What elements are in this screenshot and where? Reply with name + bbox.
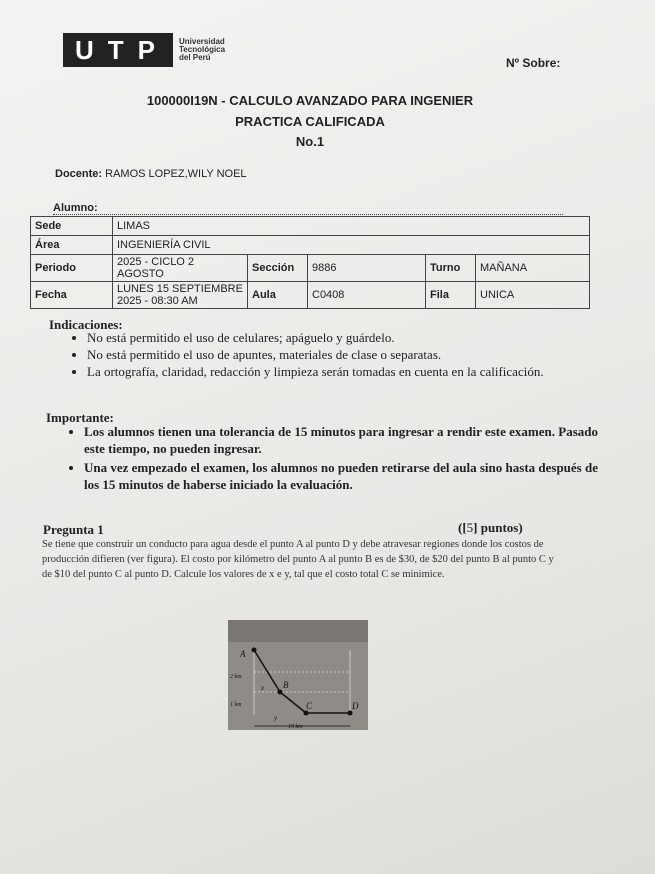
- logo-university-name: [179, 38, 225, 62]
- list-item: • La ortografía, claridad, redacción y limpieza serán tomadas en cuenta en la calificación.: [87, 364, 595, 380]
- points-open: ([: [458, 520, 467, 535]
- point-c: [304, 711, 309, 716]
- list-item: • No está permitido el uso de apuntes, materiales de clase o separatas.: [87, 347, 595, 363]
- pregunta-points: [458, 520, 523, 536]
- turno-label: Turno: [426, 255, 476, 282]
- figure-top-band: [228, 620, 368, 642]
- indicaciones-heading: Indicaciones:: [49, 317, 123, 332]
- fecha-label: Fecha: [31, 282, 113, 309]
- practica-number: No.1: [295, 134, 325, 149]
- practica-title: PRACTICA CALIFICADA: [235, 114, 385, 129]
- seccion-value: 9886: [308, 255, 426, 282]
- label-10km: 10 km: [288, 724, 303, 730]
- fecha-value: [113, 282, 248, 309]
- docente-name: RAMOS LOPEZ,WILY NOEL: [105, 168, 247, 180]
- point-d: [348, 711, 353, 716]
- periodo-label: Periodo: [31, 255, 113, 282]
- area-value: INGENIERÍA CIVIL: [113, 236, 590, 255]
- label-c: C: [306, 701, 313, 711]
- fila-value: UNICA: [476, 282, 590, 309]
- aula-value: C0408: [308, 282, 426, 309]
- sede-label: Sede: [31, 217, 113, 236]
- utp-logo: [63, 33, 225, 67]
- sede-value: LIMAS: [113, 217, 590, 236]
- label-a: A: [240, 649, 246, 659]
- alumno-label: Alumno:: [53, 202, 98, 214]
- pipeline-figure: [228, 620, 368, 730]
- pregunta-title: Pregunta 1: [43, 522, 104, 537]
- course-title: 100000I19N - CALCULO AVANZADO PARA INGENIER: [146, 93, 474, 108]
- turno-value: MAÑANA: [476, 255, 590, 282]
- indicaciones-list: [63, 330, 595, 381]
- periodo-value: 2025 - CICLO 2 AGOSTO: [113, 255, 248, 282]
- importante-list: [60, 423, 598, 495]
- label-x: x: [261, 684, 265, 692]
- fecha-line: 2025 - 08:30 AM: [117, 295, 198, 307]
- docente-label: Docente:: [55, 168, 103, 180]
- logo-mark: UTP: [63, 33, 173, 67]
- label-2km: 2 km: [230, 674, 242, 680]
- points-value: 5: [466, 520, 474, 535]
- importante-heading: Importante:: [46, 410, 114, 425]
- sobre-label: Nº Sobre:: [506, 56, 561, 70]
- fila-label: Fila: [426, 282, 476, 309]
- logo-line: Universidad: [179, 37, 225, 46]
- aula-label: Aula: [248, 282, 308, 309]
- logo-line: del Perú: [179, 53, 211, 62]
- list-item: • Una vez empezado el examen, los alumnos no pueden retirarse del aula sino hasta después de los 15 minutos de haberse iniciado la evaluación.: [84, 459, 598, 493]
- label-d: D: [352, 701, 359, 711]
- label-b: B: [283, 680, 289, 690]
- label-y: y: [274, 714, 278, 722]
- point-a: [252, 648, 257, 653]
- seccion-label: Sección: [248, 255, 308, 282]
- alumno-field[interactable]: [53, 202, 563, 215]
- label-1km: 1 km: [230, 702, 242, 708]
- area-label: Área: [31, 236, 113, 255]
- exam-info-table: [30, 216, 590, 309]
- points-close: ] puntos): [473, 520, 523, 535]
- pregunta-statement: Se tiene que construir un conducto para agua desde el punto A al punto D y debe atravesar regiones donde los costos de producción difieren (ver figura). El costo por kilómetro del punto A al punto B es de $30, de $20 del punto B al punto C y de $10 del punto C al punto D. Calcule los valores de x e y, tal que el costo total C se minimice.: [42, 539, 554, 580]
- logo-line: Tecnológica: [179, 45, 226, 54]
- list-item: • No está permitido el uso de celulares; apáguelo y guárdelo.: [87, 330, 595, 346]
- point-b: [278, 690, 283, 695]
- fecha-line: LUNES 15 SEPTIEMBRE: [117, 283, 243, 295]
- docente-line: [55, 168, 247, 180]
- list-item: • Los alumnos tienen una tolerancia de 15 minutos para ingresar a rendir este examen. Pasado este tiempo, no pueden ingresar.: [84, 423, 598, 457]
